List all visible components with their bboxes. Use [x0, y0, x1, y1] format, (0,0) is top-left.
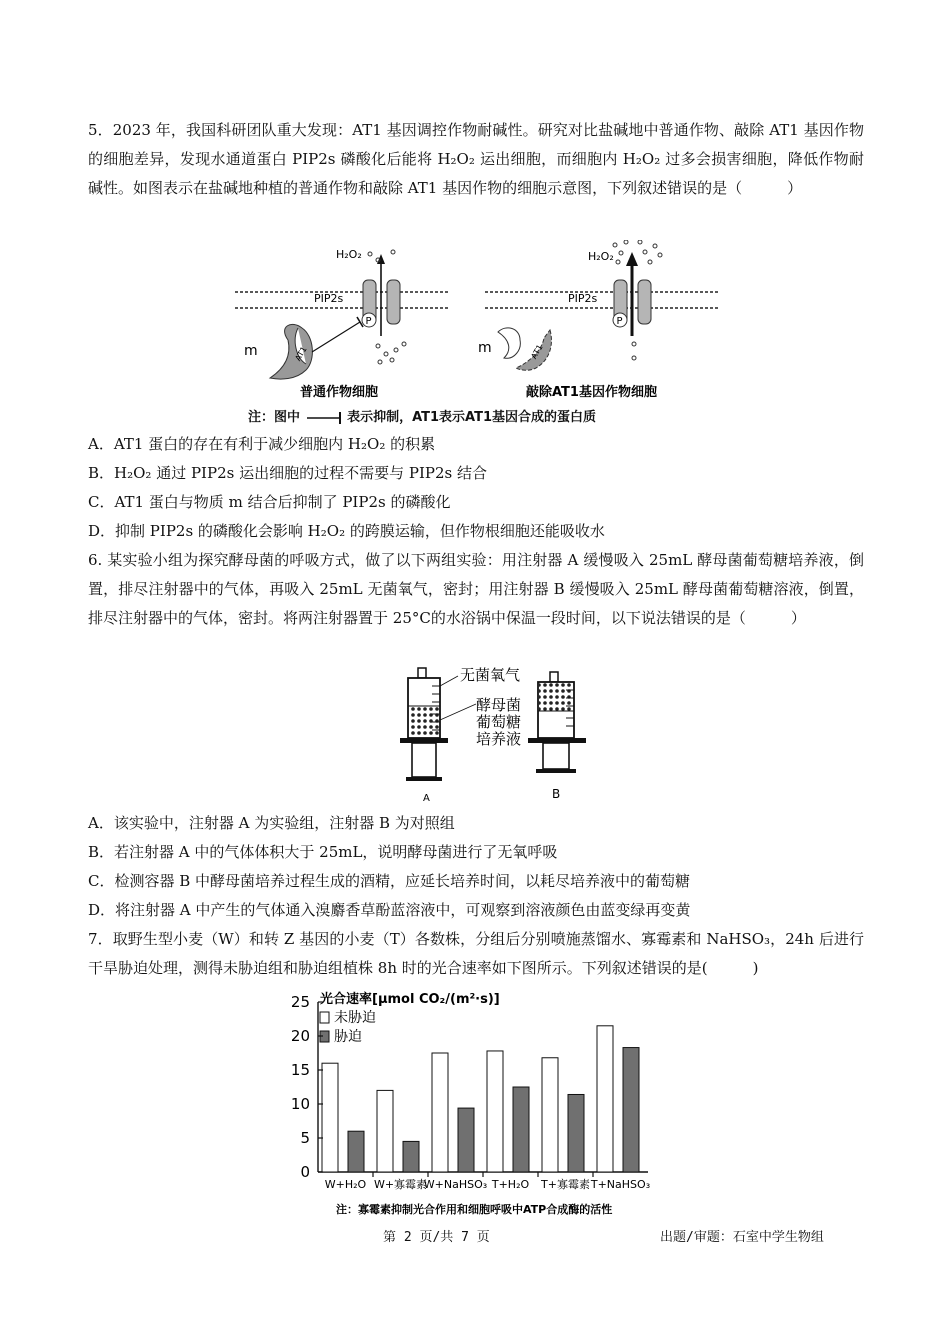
m-label-left: m — [244, 343, 258, 359]
label-oxygen: 无菌氧气 — [460, 666, 521, 684]
q5-stem: 5．2023 年，我国科研团队重大发现：AT1 基因调控作物耐碱性。研究对比盐碱地中普通作物、敲除 AT1 基因作物的细胞差异，发现水通道蛋白 PIP2s 磷酸化后能将 H₂O₂ 运出细胞，而细胞内 H₂O₂ 过多会损害细胞，降低作物耐碱性。如图表示在盐碱地种植的普通作物和敲除 AT1 基因作物的细胞示意图，下列叙述错误的是（ ） — [88, 121, 864, 197]
legend-unstressed: 未胁迫 — [334, 1010, 376, 1026]
bar-unstressed — [377, 1090, 393, 1172]
x-tick-label: W+H₂O — [324, 1178, 367, 1191]
y-tick-label: 0 — [300, 1163, 310, 1181]
phosphate-label-right: P — [616, 316, 623, 327]
bar-stressed — [348, 1131, 364, 1172]
m-label-right: m — [478, 340, 492, 356]
syringe-b-label: B — [552, 787, 561, 801]
footer-page-number: 第 2 页/共 7 页 — [383, 1230, 490, 1245]
q5-option-d: D．抑制 PIP2s 的磷酸化会影响 H₂O₂ 的跨膜运输，但作物根细胞还能吸收水 — [88, 522, 605, 540]
q7-stem: 7．取野生型小麦（W）和转 Z 基因的小麦（T）各数株，分组后分别喷施蒸馏水、寡霉素和 NaHSO₃，24h 后进行干旱胁迫处理，测得未胁迫组和胁迫组植株 8h 时的光合速率如下图所示。下列叙述错误的是( ) — [88, 930, 864, 977]
q5-figure — [230, 240, 730, 412]
bar-unstressed — [487, 1051, 503, 1172]
bar-stressed — [623, 1048, 639, 1172]
y-tick-label: 10 — [290, 1095, 310, 1113]
label-culture-3: 培养液 — [476, 730, 522, 748]
left-cell-caption: 普通作物细胞 — [300, 385, 379, 400]
pip2s-label-left: PIP2s — [314, 292, 344, 305]
q6-stem: 6. 某实验小组为探究酵母菌的呼吸方式，做了以下两组实验：用注射器 A 缓慢吸入 25mL 酵母菌葡萄糖培养液，倒置，排尽注射器中的气体，再吸入 25mL 无菌氧气，密封；用注射器 B 缓慢吸入 25mL 酵母菌葡萄糖溶液，倒置，排尽注射器中的气体，密封。将两注射器置于 25°C的水浴锅中保温一段时间，以下说法错误的是（ ） — [88, 551, 864, 627]
at1-label-right: AT1 — [529, 343, 545, 361]
x-tick-label: T+H₂O — [491, 1178, 530, 1191]
q6-option-d: D．将注射器 A 中产生的气体通入溴麝香草酚蓝溶液中，可观察到溶液颜色由蓝变绿再变黄 — [88, 901, 691, 919]
bar-unstressed — [432, 1053, 448, 1172]
note-prefix: 注：图中 — [248, 410, 301, 425]
note-suffix: 表示抑制，AT1表示AT1基因合成的蛋白质 — [347, 410, 597, 425]
syringe-a-label: A — [423, 793, 430, 804]
chart-legend — [320, 1009, 376, 1045]
q5-option-c: C．AT1 蛋白与物质 m 结合后抑制了 PIP2s 的磷酸化 — [88, 493, 451, 511]
q6-option-c: C．检测容器 B 中酵母菌培养过程生成的酒精，应延长培养时间，以耗尽培养液中的葡萄糖 — [88, 872, 691, 890]
bar-unstressed — [597, 1026, 613, 1172]
pip2s-channel-left — [362, 254, 400, 336]
bar-stressed — [458, 1108, 474, 1172]
q6-option-b: B．若注射器 A 中的气体体积大于 25mL，说明酵母菌进行了无氧呼吸 — [88, 843, 558, 861]
x-tick-label: T+NaHSO₃ — [590, 1178, 651, 1191]
legend-stressed: 胁迫 — [334, 1029, 362, 1045]
x-tick-label: W+寡霉素 — [373, 1178, 428, 1191]
bar-stressed — [513, 1087, 529, 1172]
syringe-a — [400, 668, 448, 781]
q6-option-a: A．该实验中，注射器 A 为实验组，注射器 B 为对照组 — [88, 814, 455, 832]
inhibit-symbol — [305, 412, 343, 424]
chart-title: 光合速率[μmol CO₂/(m²·s)] — [320, 992, 500, 1007]
y-tick-label: 15 — [290, 1061, 310, 1079]
at1-label-left: AT1 — [293, 345, 309, 363]
x-tick-label: T+寡霉素 — [541, 1178, 590, 1191]
chart-note: 注：寡霉素抑制光合作用和细胞呼吸中ATP合成酶的活性 — [336, 1203, 613, 1216]
bar-stressed — [568, 1094, 584, 1172]
q5-option-b: B．H₂O₂ 通过 PIP2s 运出细胞的过程不需要与 PIP2s 结合 — [88, 464, 487, 482]
label-culture-2: 葡萄糖 — [476, 713, 522, 731]
q5-option-a: A．AT1 蛋白的存在有利于减少细胞内 H₂O₂ 的积累 — [88, 435, 436, 453]
q6-figure — [398, 664, 608, 804]
bar-stressed — [403, 1141, 419, 1172]
phosphate-label-left: P — [365, 316, 372, 327]
y-tick-label: 5 — [300, 1129, 310, 1147]
pip2s-channel-right — [613, 252, 651, 336]
y-tick-label: 25 — [290, 993, 310, 1011]
x-tick-label: W+NaHSO₃ — [423, 1178, 488, 1191]
y-tick-label: 20 — [290, 1027, 310, 1045]
q7-bar-chart — [280, 985, 680, 1221]
syringe-b — [528, 672, 586, 773]
label-culture-1: 酵母菌 — [476, 696, 522, 714]
bar-unstressed — [542, 1058, 558, 1172]
bar-unstressed — [322, 1063, 338, 1172]
h2o2-label-left: H₂O₂ — [336, 248, 362, 261]
h2o2-label-right: H₂O₂ — [588, 250, 614, 263]
footer-author: 出题/审题：石室中学生物组 — [660, 1230, 824, 1245]
q5-figure-note — [248, 406, 596, 425]
pip2s-label-right: PIP2s — [568, 292, 598, 305]
right-cell-caption: 敲除AT1基因作物细胞 — [526, 385, 657, 400]
